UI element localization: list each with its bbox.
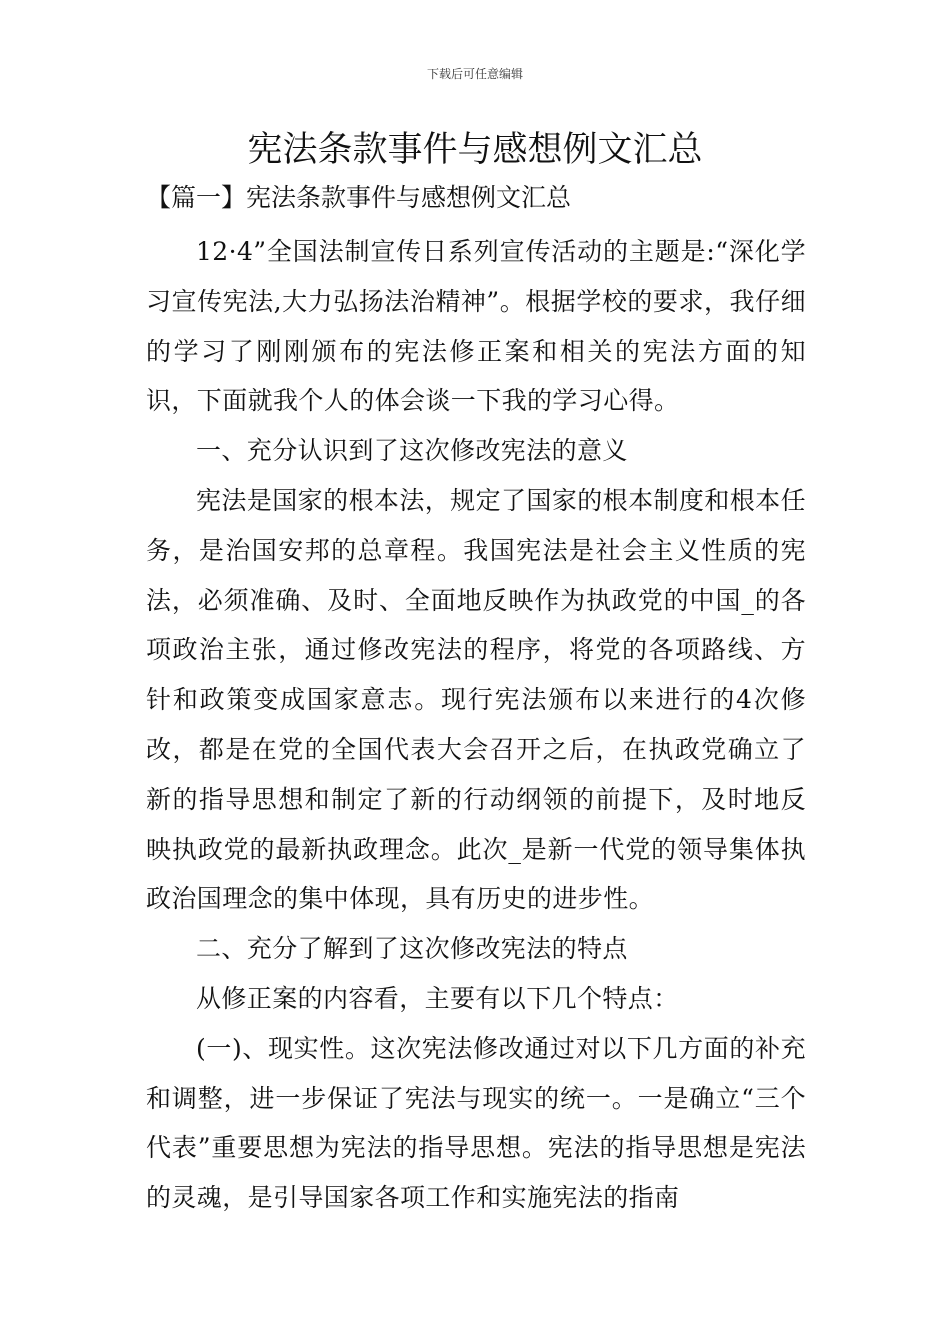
paragraph: 宪法是国家的根本法，规定了国家的根本制度和根本任务，是治国安邦的总章程。我国宪法是社会主义性质的宪法，必须准确、及时、全面地反映作为执政党的中国_的各项政治主张，通过修改宪法的程序，将党的各项路线、方针和政策变成国家意志。现行宪法颁布以来进行的4次修改，都是在党的全国代表大会召开之后，在执政党确立了新的指导思想和制定了新的行动纲领的前提下，及时地反映执政党的最新执政理念。此次_是新一代党的领导集体执政治国理念的集中体现，具有历史的进步性。 (146, 485, 806, 914)
header-note: 下载后可任意编辑 (426, 67, 523, 81)
subheading: 一、充分认识到了这次修改宪法的意义 (196, 436, 628, 466)
subheading: 二、充分了解到了这次修改宪法的特点 (196, 934, 628, 964)
paragraph: 从修正案的内容看，主要有以下几个特点： (196, 983, 679, 1013)
document-body (146, 179, 806, 1223)
section-heading: 【篇一】宪法条款事件与感想例文汇总 (146, 183, 572, 212)
paragraph: 12·4”全国法制宣传日系列宣传活动的主题是:“深化学习宣传宪法,大力弘扬法治精神”。根据学校的要求，我仔细的学习了刚刚颁布的宪法修正案和相关的宪法方面的知识，下面就我个人的体会谈一下我的学习心得。 (146, 237, 806, 416)
document-title: 宪法条款事件与感想例文汇总 (247, 130, 703, 170)
paragraph: (一)、现实性。这次宪法修改通过对以下几方面的补充和调整，进一步保证了宪法与现实的统一。一是确立“三个代表”重要思想为宪法的指导思想。宪法的指导思想是宪法的灵魂，是引导国家各项工作和实施宪法的指南 (146, 1033, 806, 1213)
